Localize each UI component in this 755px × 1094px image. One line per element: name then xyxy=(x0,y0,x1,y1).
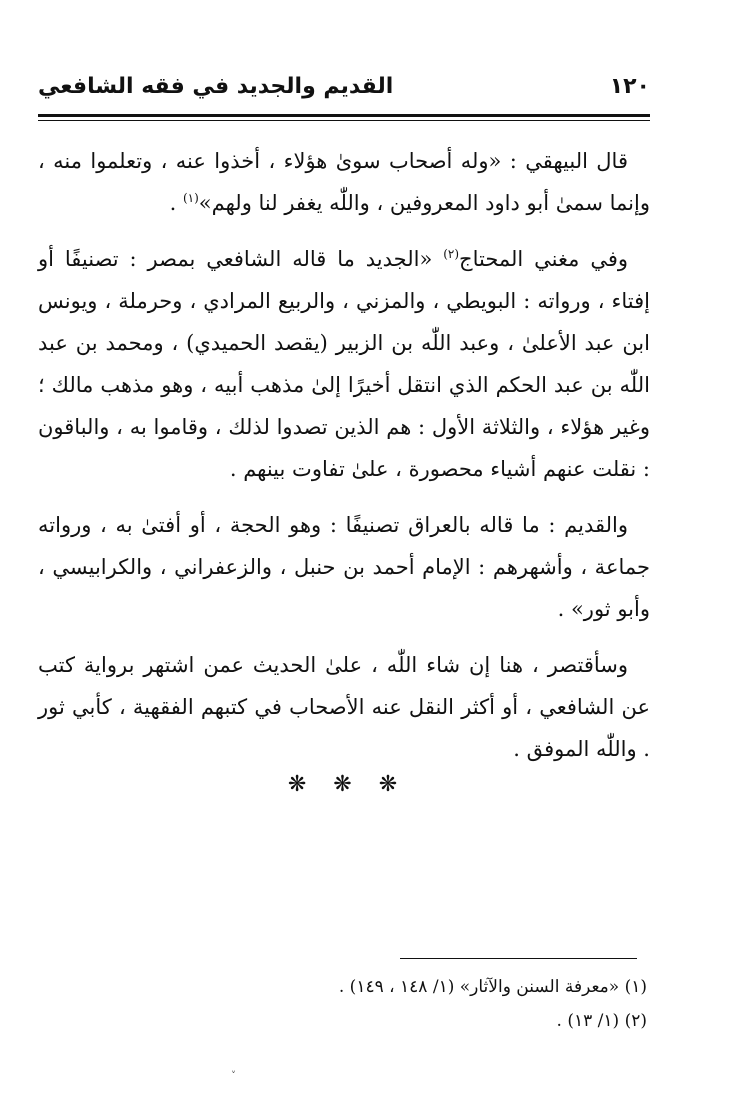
page-number: ١٢٠ xyxy=(609,74,650,99)
paragraph-text-end: . xyxy=(169,191,183,215)
footnote-divider xyxy=(400,958,637,959)
stray-mark: ˬ xyxy=(231,1062,236,1073)
paragraph-text: والقديم : ما قاله بالعراق تصنيفًا : وهو الحجة ، أو أفتىٰ به ، ورواته جماعة ، وأشهرهم : الإمام أحمد بن حنبل ، والزعفراني ، والكرابيسي ، وأبو ثور» . xyxy=(38,513,650,621)
paragraph-text: وسأقتصر ، هنا إن شاء اللّٰه ، علىٰ الحديث عمن اشتهر برواية كتب عن الشافعي ، أو أكثر النقل عنه الأصحاب في كتبهم الفقهية ، كأبي ثور . واللّٰه الموفق . xyxy=(38,653,650,761)
paragraph-text: وفي مغني المحتاج xyxy=(459,247,628,271)
paragraph-text: قال البيهقي : «وله أصحاب سوىٰ هؤلاء ، أخذوا عنه ، وتعلموا منه ، وإنما سمىٰ أبو داود المعروفين ، واللّٰه يغفر لنا ولهم» xyxy=(38,149,650,215)
page-header xyxy=(38,72,650,112)
section-separator-stars: ❋ ❋ ❋ xyxy=(287,772,408,797)
footnote-ref-2: (٢) xyxy=(443,247,460,261)
paragraph-bayhaqi-quote xyxy=(38,140,650,224)
footnote-2: (٢) (١/ ١٣) . xyxy=(556,1011,647,1031)
running-title: القديم والجديد في فقه الشافعي xyxy=(38,74,394,99)
main-text xyxy=(38,140,650,784)
paragraph-mughni-quote xyxy=(38,238,650,490)
footnote-ref-1: (١) xyxy=(182,191,199,205)
paragraph-text-end: «الجديد ما قاله الشافعي بمصر : تصنيفًا أو إفتاء ، ورواته : البويطي ، والمزني ، والربيع المرادي ، وحرملة ، ويونس ابن عبد الأعلىٰ ، وعبد اللّٰه بن الزبير (يقصد الحميدي) ، ومحمد بن عبد اللّٰه بن عبد الحكم الذي انتقل أخيرًا إلىٰ مذهب أبيه ، وهو مذهب مالك ؛ وغير هؤلاء ، والثلاثة الأول : هم الذين تصدوا لذلك ، وقاموا به ، والباقون : نقلت عنهم أشياء محصورة ، علىٰ تفاوت بينهم . xyxy=(38,247,650,481)
footnotes xyxy=(38,970,647,1038)
header-rule-thick xyxy=(38,114,650,117)
paragraph-conclusion xyxy=(38,644,650,770)
paragraph-old-school xyxy=(38,504,650,630)
footnote-1: (١) «معرفة السنن والآثار» (١/ ١٤٨ ، ١٤٩) . xyxy=(338,977,647,997)
header-rule-thin xyxy=(38,120,650,121)
